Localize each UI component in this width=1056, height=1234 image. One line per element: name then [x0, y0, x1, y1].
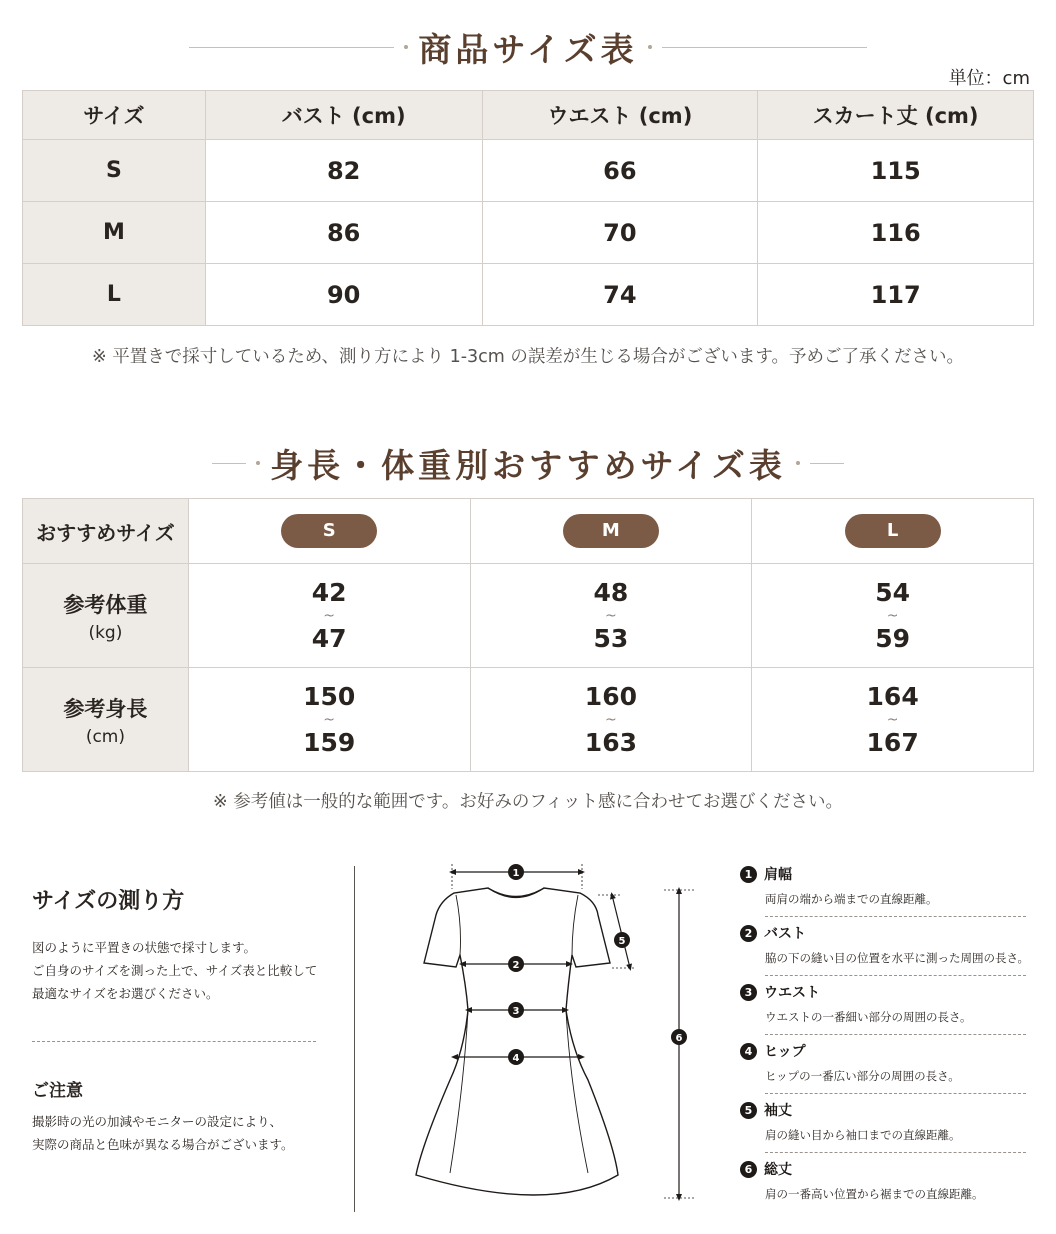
range-min: 160: [584, 681, 637, 711]
caution-title: ご注意: [32, 1081, 83, 1101]
marker-3-label: 3: [512, 1006, 520, 1017]
measurement-desc: 両肩の端から端までの直線距離。: [765, 892, 938, 906]
range-tilde: ~: [605, 607, 617, 624]
cell-size-s: [188, 499, 470, 564]
range-max: 53: [593, 623, 629, 653]
list-item: [740, 921, 1030, 980]
measurement-desc: ウエストの一番細い部分の周囲の長さ。: [765, 1010, 972, 1024]
range-tilde: ~: [323, 607, 336, 624]
title-divider-left: [212, 463, 246, 464]
list-divider: [765, 1093, 1026, 1094]
number-badge: 5: [740, 1102, 757, 1119]
range-min: 48: [593, 577, 629, 607]
cell-size-l: [752, 499, 1034, 564]
size-chart-title-bar: [0, 22, 1056, 72]
range-max: 167: [866, 727, 919, 757]
range-max: 163: [584, 727, 637, 757]
list-item: [740, 1098, 1030, 1157]
marker-1-label: 1: [512, 868, 520, 879]
number-badge: 2: [740, 925, 757, 942]
number-badge: 6: [740, 1161, 757, 1178]
measurement-desc: 肩の縫い目から袖口までの直線距離。: [765, 1128, 961, 1142]
measurement-name: 袖丈: [764, 1103, 792, 1119]
size-chart-title: 商品サイズ表: [418, 29, 638, 69]
number-badge: 3: [740, 984, 757, 1001]
number-badge: 1: [740, 866, 757, 883]
cell-size-m: [470, 499, 752, 564]
measurement-name: ウエスト: [764, 985, 820, 1001]
list-divider: [765, 975, 1026, 976]
list-item: [740, 980, 1030, 1039]
height-label-cell: [23, 668, 189, 772]
header-bust: バスト (cm): [205, 91, 482, 140]
caution-line: 実際の商品と色味が異なる場合がございます。: [32, 1137, 294, 1152]
range-min: 150: [303, 681, 356, 711]
list-divider: [765, 1152, 1026, 1153]
cell-size: S: [23, 140, 206, 202]
list-item: [740, 862, 1030, 921]
marker-4-label: 4: [512, 1053, 520, 1064]
measurement-name: 肩幅: [764, 867, 792, 883]
size-pill-m: M: [563, 514, 659, 548]
header-recommend-size: [23, 499, 189, 564]
recommend-chart-note: ※ 参考値は一般的な範囲です。お好みのフィット感に合わせてお選びください。: [213, 792, 843, 812]
range-max: 59: [875, 623, 911, 653]
recommend-chart-title: 身長・体重別おすすめサイズ表: [270, 445, 786, 485]
range-min: 42: [311, 577, 347, 607]
range-tilde: ~: [886, 607, 899, 624]
measurement-desc: 脇の下の縫い目の位置を水平に測った周囲の長さ。: [765, 951, 1030, 965]
height-label: 参考身長: [63, 696, 148, 721]
title-divider-right: [810, 463, 844, 464]
table-row: [23, 499, 1034, 564]
measurement-name: 総丈: [764, 1162, 792, 1178]
howto-line: 最適なサイズをお選びください。: [32, 986, 219, 1001]
unit-note: 単位：cm: [948, 68, 1030, 89]
marker-2-label: 2: [512, 960, 520, 971]
range-min: 54: [875, 577, 911, 607]
size-pill-l: L: [845, 514, 941, 548]
caution-line: 撮影時の光の加減やモニターの設定により、: [32, 1114, 283, 1129]
range-tilde: ~: [323, 711, 336, 728]
table-row: [23, 202, 1034, 264]
cell-skirt-length: 116: [758, 202, 1034, 264]
cell-bust: 90: [205, 264, 482, 326]
header-waist: ウエスト (cm): [482, 91, 758, 140]
howto-line: 図のように平置きの状態で採寸します。: [32, 940, 257, 955]
dress-outline-icon: [400, 855, 700, 1215]
measurement-list: [740, 862, 1030, 1216]
cell-bust: 86: [205, 202, 482, 264]
measurement-name: バスト: [764, 926, 806, 942]
howto-title: サイズの測り方: [32, 889, 185, 914]
title-dot-left: [256, 461, 260, 465]
range-max: 159: [303, 727, 356, 757]
weight-range-m: [470, 564, 752, 668]
recommend-size-label: おすすめサイズ: [36, 520, 175, 545]
measurement-desc: 肩の一番高い位置から裾までの直線距離。: [765, 1187, 984, 1201]
size-table-header: [23, 91, 1034, 140]
table-row: [23, 140, 1034, 202]
cell-skirt-length: 117: [758, 264, 1034, 326]
howto-text: [32, 936, 332, 1005]
range-max: 47: [311, 623, 347, 653]
weight-range-l: [752, 564, 1034, 668]
range-min: 164: [866, 681, 919, 711]
cell-size: M: [23, 202, 206, 264]
list-item: [740, 1157, 1030, 1216]
weight-label: 参考体重: [63, 592, 148, 617]
title-divider-left: [189, 47, 394, 48]
height-range-l: [752, 668, 1034, 772]
cell-size: L: [23, 264, 206, 326]
height-unit: (cm): [85, 726, 125, 747]
howto-divider: [32, 1041, 316, 1042]
cell-bust: 82: [205, 140, 482, 202]
list-item: [740, 1039, 1030, 1098]
table-row: [23, 668, 1034, 772]
title-dot-right: [796, 461, 800, 465]
cell-waist: 66: [482, 140, 758, 202]
table-row: [23, 564, 1034, 668]
table-row: [23, 264, 1034, 326]
marker-6-label: 6: [675, 1033, 683, 1044]
measurement-desc: ヒップの一番広い部分の周囲の長さ。: [765, 1069, 960, 1083]
weight-unit: (kg): [88, 622, 123, 643]
number-badge: 4: [740, 1043, 757, 1060]
cell-skirt-length: 115: [758, 140, 1034, 202]
measurement-name: ヒップ: [764, 1044, 806, 1060]
vertical-divider: [354, 866, 355, 1212]
header-size: サイズ: [23, 91, 206, 140]
marker-5-label: 5: [618, 936, 626, 947]
title-divider-right: [662, 47, 867, 48]
caution-text: [32, 1110, 332, 1156]
title-dot-left: [404, 45, 408, 49]
howto-line: ご自身のサイズを測った上で、サイズ表と比較して: [32, 963, 318, 978]
size-chart-note: ※ 平置きで採寸しているため、測り方により 1-3cm の誤差が生じる場合がございます。予めご了承ください。: [92, 347, 964, 367]
range-tilde: ~: [605, 711, 617, 728]
recommend-chart-title-bar: [0, 438, 1056, 488]
weight-label-cell: [23, 564, 189, 668]
header-skirt-length: スカート丈 (cm): [758, 91, 1034, 140]
weight-range-s: [188, 564, 470, 668]
list-divider: [765, 916, 1026, 917]
cell-waist: 70: [482, 202, 758, 264]
range-tilde: ~: [886, 711, 899, 728]
size-table: [22, 90, 1034, 326]
size-pill-s: S: [281, 514, 377, 548]
title-dot-right: [648, 45, 652, 49]
list-divider: [765, 1034, 1026, 1035]
height-range-m: [470, 668, 752, 772]
measure-line-sleeve: [612, 895, 630, 968]
dress-outline: [416, 888, 618, 1195]
recommend-table: [22, 498, 1034, 772]
cell-waist: 74: [482, 264, 758, 326]
height-range-s: [188, 668, 470, 772]
